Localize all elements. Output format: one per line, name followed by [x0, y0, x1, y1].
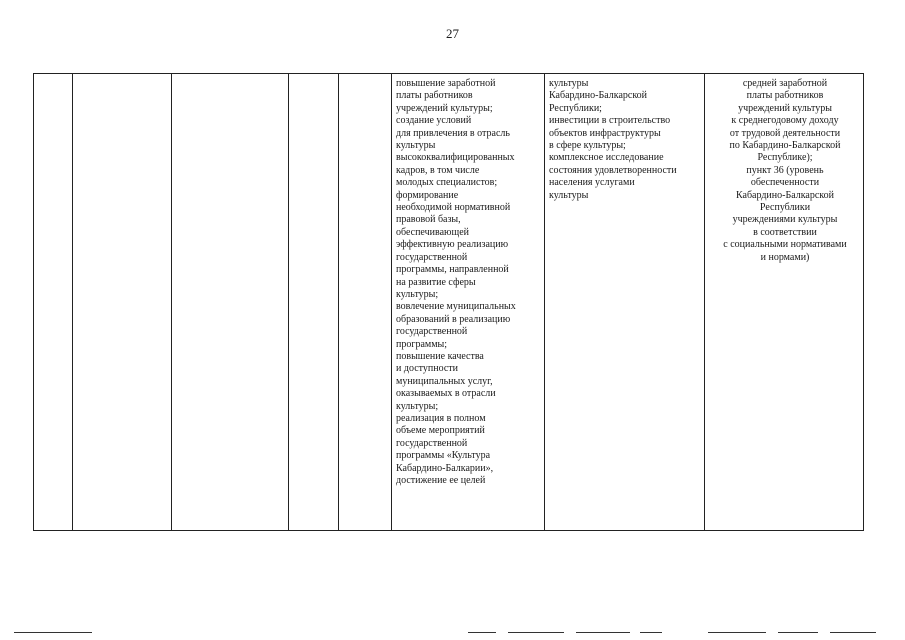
scan-mark	[468, 632, 496, 633]
table-cell-col-5	[339, 74, 392, 531]
scan-mark	[576, 632, 630, 633]
cell-text: средней заработной платы работников учреждений культуры к среднегодовому доходу от трудовой деятельности по Кабардино-Балкарской Республике); пункт 36 (уровень обеспеченности Кабардино-Балкарской Республики учреждениями культуры в соответствии с социальными нормативами и нормами)	[723, 78, 847, 263]
table-cell-tasks	[392, 74, 545, 531]
table-cell-col-3	[172, 74, 289, 531]
scan-mark	[778, 632, 818, 633]
scan-mark	[708, 632, 766, 633]
program-table	[33, 73, 864, 531]
scan-mark	[14, 632, 92, 633]
scan-mark	[640, 632, 662, 633]
scan-mark	[508, 632, 564, 633]
page-number: 27	[446, 26, 459, 41]
cell-text: культуры Кабардино-Балкарской Республики; инвестиции в строительство объектов инфраструктуры в сфере культуры; комплексное исследование состояния удовлетворенности населения услугами культуры	[549, 78, 677, 201]
table-cell-col-2	[73, 74, 172, 531]
cell-text: повышение заработной платы работников учреждений культуры; создание условий для привлечения в отрасль культуры высококвалифицированных кадров, в том числе молодых специалистов; формирование необходимой нормативной правовой базы, обеспечивающей эффективную реализацию государственной программы, направленной на развитие сферы культуры; вовлечение муниципальных образований в реализацию государственной программы; повышение качества и доступности муниципальных услуг, оказываемых в отрасли культуры; реализация в полном объеме мероприятий государственной программы «Культура Кабардино-Балкарии», достижение ее целей	[396, 78, 516, 486]
bottom-scan-marks	[0, 632, 905, 636]
scan-mark	[830, 632, 876, 633]
table-cell-col-4	[289, 74, 339, 531]
table-cell-results	[545, 74, 705, 531]
table-row	[34, 74, 864, 531]
table-cell-indicators	[705, 74, 864, 531]
table-cell-col-1	[34, 74, 73, 531]
